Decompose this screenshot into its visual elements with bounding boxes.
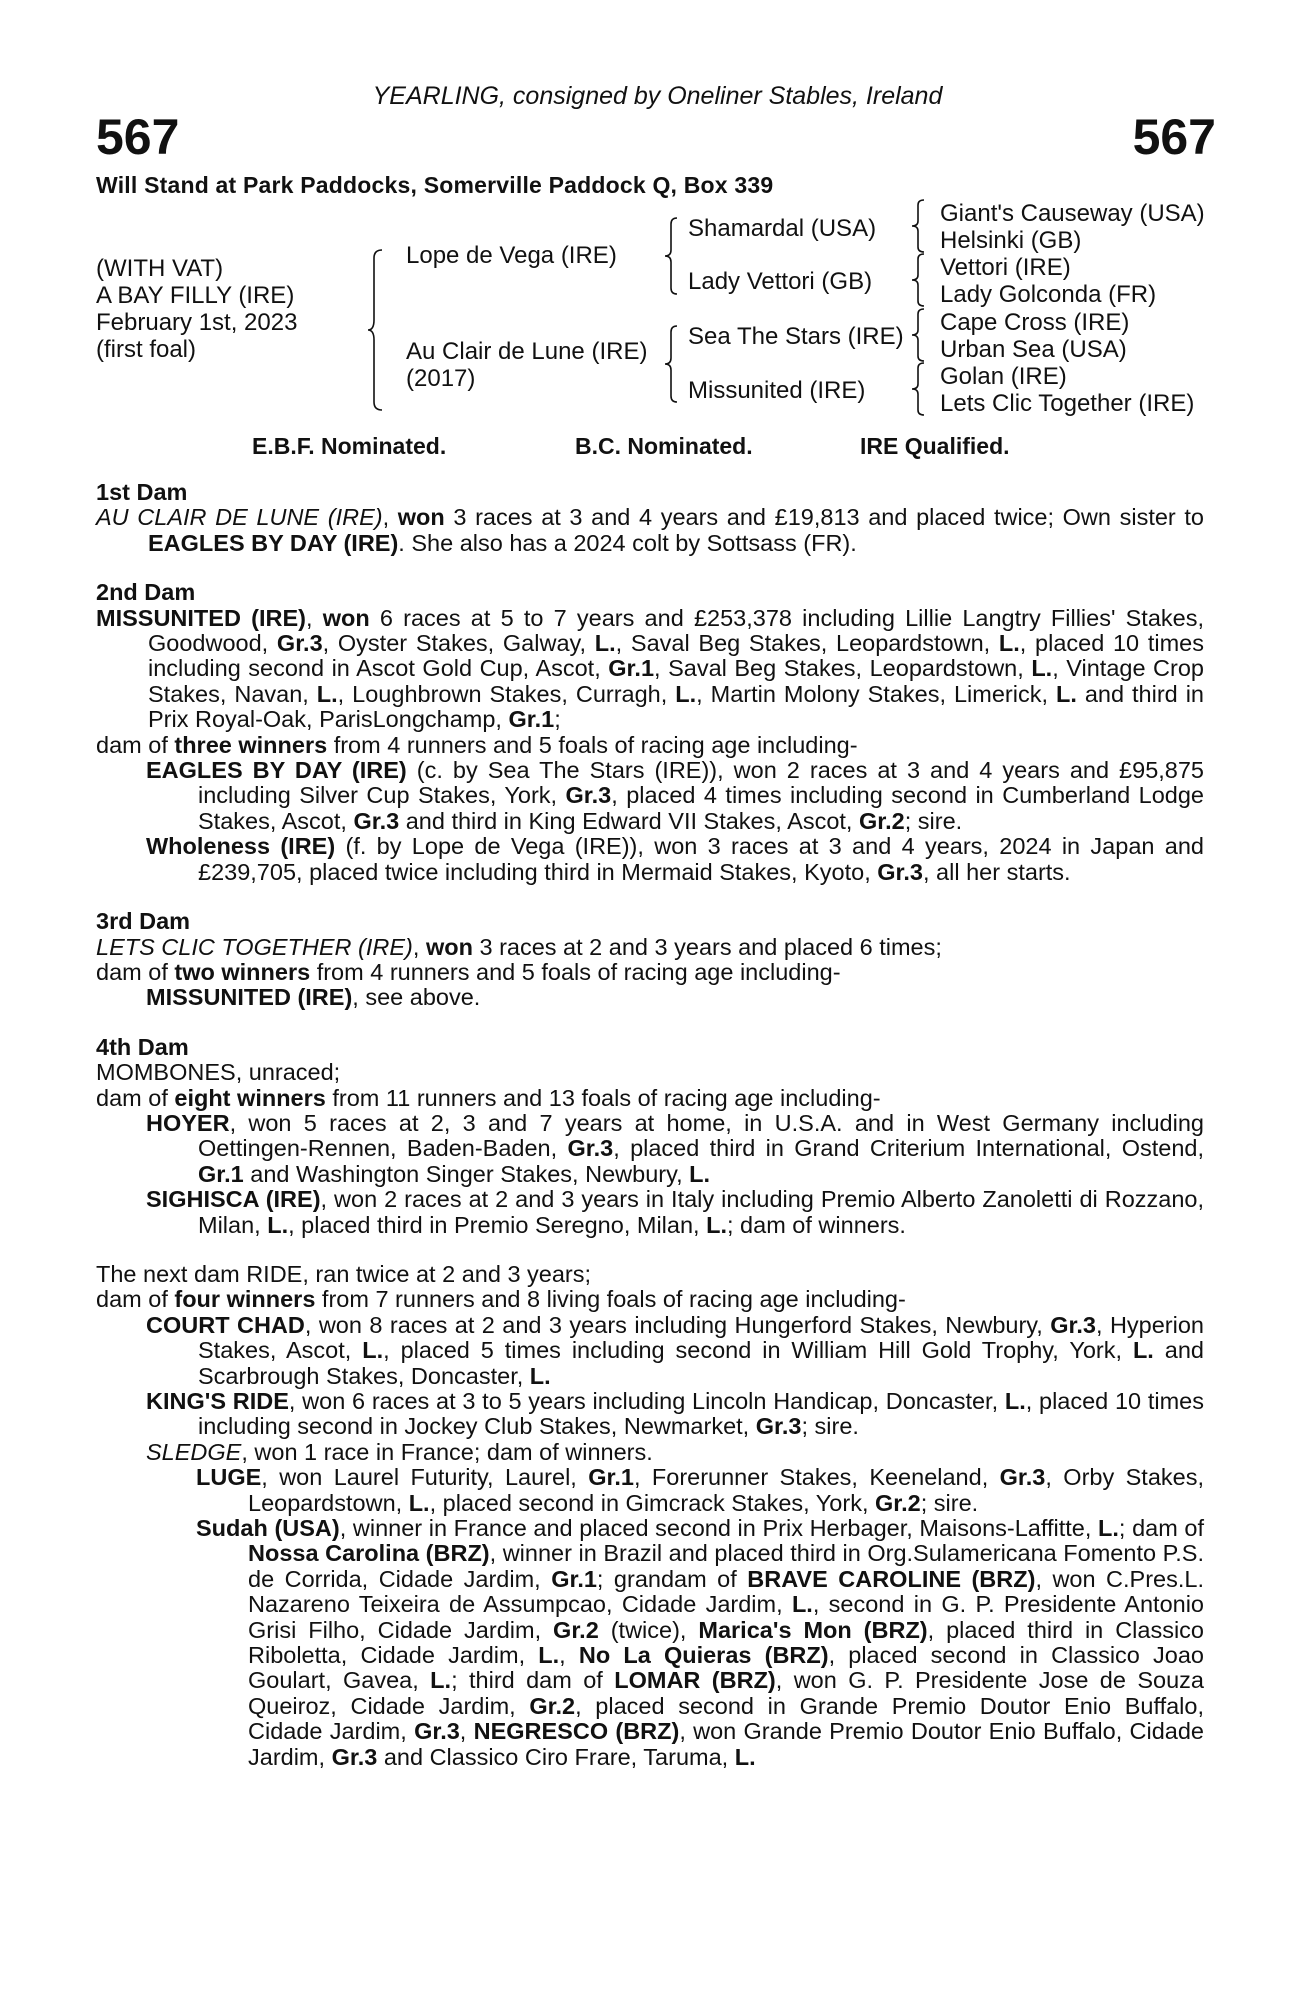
pedigree-g1: Giant's Causeway (USA) xyxy=(940,200,1205,227)
produce-kings-ride: KING'S RIDE, won 6 races at 3 to 5 years including Lincoln Handicap, Doncaster, L., placed 10 times including second in Jockey Club Stakes, Newmarket, Gr.3; sire. xyxy=(146,1388,1205,1440)
stand-location: Will Stand at Park Paddocks, Somerville Paddock Q, Box 339 xyxy=(96,172,774,198)
produce-wholeness: Wholeness (IRE) (f. by Lope de Vega (IRE)), won 3 races at 3 and 4 years, 2024 in Japan and £239,705, placed twice including third in Mermaid Stakes, Kyoto, Gr.3, all her starts. xyxy=(146,833,1204,885)
g-brace-4 xyxy=(912,363,932,415)
pedigree-g8: Lets Clic Together (IRE) xyxy=(940,390,1195,417)
lot-number-left: 567 xyxy=(96,109,180,165)
pedigree-sire-sire: Shamardal (USA) xyxy=(688,215,877,242)
pedigree-g3: Vettori (IRE) xyxy=(940,254,1071,281)
dam-brace xyxy=(665,326,685,402)
next-dam-entry: The next dam RIDE, ran twice at 2 and 3 years; xyxy=(96,1260,592,1287)
produce-missunited: MISSUNITED (IRE), see above. xyxy=(146,984,481,1011)
second-dam-produce-line: dam of three winners from 4 runners and 5 foals of racing age including- xyxy=(96,731,858,758)
nomination-bc: B.C. Nominated. xyxy=(575,433,753,459)
nomination-ire: IRE Qualified. xyxy=(860,433,1010,459)
pedigree-g6: Urban Sea (USA) xyxy=(940,336,1127,363)
fourth-dam-heading: 4th Dam xyxy=(96,1033,189,1060)
pedigree-g5: Cape Cross (IRE) xyxy=(940,309,1130,336)
third-dam-entry: LETS CLIC TOGETHER (IRE), won 3 races at 2 and 3 years and placed 6 times; xyxy=(96,933,942,960)
subject-name: A BAY FILLY (IRE) xyxy=(96,282,295,309)
produce-sledge: SLEDGE, won 1 race in France; dam of winners. xyxy=(146,1438,653,1465)
catalogue-body xyxy=(96,480,1204,1770)
g-brace-2 xyxy=(912,254,932,306)
fourth-dam-produce-line: dam of eight winners from 11 runners and 13 foals of racing age including- xyxy=(96,1084,881,1111)
nomination-ebf: E.B.F. Nominated. xyxy=(252,433,447,459)
produce-court-chad: COURT CHAD, won 8 races at 2 and 3 years including Hungerford Stakes, Newbury, Gr.3, Hyperion Stakes, Ascot, L., placed 5 times including second in William Hill Gold Trophy, York, L. and Scarbrough Stakes, Doncaster, L. xyxy=(146,1311,1204,1389)
sire-brace xyxy=(665,218,685,294)
second-dam-heading: 2nd Dam xyxy=(96,579,196,606)
first-dam-heading: 1st Dam xyxy=(96,479,188,505)
pedigree-sire: Lope de Vega (IRE) xyxy=(406,242,617,269)
pedigree-dam-year: (2017) xyxy=(406,365,476,392)
produce-eagles-by-day: EAGLES BY DAY (IRE) (c. by Sea The Stars (IRE)), won 2 races at 3 and 4 years and £95,875 including Silver Cup Stakes, York, Gr.3, placed 4 times including second in Cumberland Lodge Stakes, Ascot, Gr.3 and third in King Edward VII Stakes, Ascot, Gr.2; sire. xyxy=(146,757,1205,834)
consignment-line: YEARLING, consigned by Oneliner Stables, Ireland xyxy=(372,82,943,110)
produce-luge: LUGE, won Laurel Futurity, Laurel, Gr.1, Forerunner Stakes, Keeneland, Gr.3, Orby Stakes, Leopardstown, L., placed second in Gimcrack Stakes, York, Gr.2; sire. xyxy=(196,1464,1204,1516)
pedigree-g2: Helsinki (GB) xyxy=(940,227,1082,254)
next-dam-produce-line: dam of four winners from 7 runners and 8 living foals of racing age including- xyxy=(96,1286,906,1313)
produce-sudah: Sudah (USA), winner in France and placed second in Prix Herbager, Maisons-Laffitte, L.; dam of Nossa Carolina (BRZ), winner in Brazil and placed third in Org.Sulamericana Fomento P.S. de Corrida, Cidade Jardim, Gr.1; grandam of BRAVE CAROLINE (BRZ), won C.Pres.L. Nazareno Teixeira de Assumpcao, Cidade Jardim, L., second in G. P. Presidente Antonio Grisi Filho, Cidade Jardim, Gr.2 (twice), Marica's Mon (BRZ), placed third in Classico Riboletta, Cidade Jardim, L., No La Quieras (BRZ), placed second in Classico Joao Goulart, Gavea, L.; third dam of LOMAR (BRZ), won G. P. Presidente Jose de Souza Queiroz, Cidade Jardim, Gr.2, placed second in Grande Premio Doutor Enio Buffalo, Cidade Jardim, Gr.3, NEGRESCO (BRZ), won Grande Premio Doutor Enio Buffalo, Cidade Jardim, Gr.3 and Classico Ciro Frare, Taruma, L. xyxy=(196,1515,1205,1770)
pedigree-dam: Au Clair de Lune (IRE) xyxy=(406,338,648,365)
g-brace-1 xyxy=(912,200,932,252)
third-dam-heading: 3rd Dam xyxy=(96,908,191,935)
produce-hoyer: HOYER, won 5 races at 2, 3 and 7 years at home, in U.S.A. and in West Germany including Oettingen-Rennen, Baden-Baden, Gr.3, placed third in Grand Criterium International, Ostend, Gr.1 and Washington Singer Stakes, Newbury, L. xyxy=(146,1109,1204,1187)
vat-note: (WITH VAT) xyxy=(96,255,224,282)
fourth-dam-entry: MOMBONES, unraced; xyxy=(96,1059,341,1086)
foaled-date: February 1st, 2023 xyxy=(96,309,298,336)
foal-note: (first foal) xyxy=(96,336,197,363)
pedigree-g4: Lady Golconda (FR) xyxy=(940,281,1157,308)
g-brace-3 xyxy=(912,309,932,361)
first-dam-name: AU CLAIR DE LUNE (IRE) xyxy=(96,504,383,531)
pedigree-dam-sire: Sea The Stars (IRE) xyxy=(688,323,904,350)
lot-number-right: 567 xyxy=(1132,109,1216,165)
subject-brace xyxy=(368,250,392,410)
first-dam-sibling: EAGLES BY DAY (IRE) xyxy=(148,529,399,556)
pedigree-dam-dam: Missunited (IRE) xyxy=(688,377,866,404)
produce-sighisca: SIGHISCA (IRE), won 2 races at 2 and 3 years in Italy including Premio Alberto Zanoletti di Rozzano, Milan, L., placed third in Premio Seregno, Milan, L.; dam of winners. xyxy=(146,1186,1205,1238)
third-dam-produce-line: dam of two winners from 4 runners and 5 foals of racing age including- xyxy=(96,958,841,985)
second-dam-entry: MISSUNITED (IRE), won 6 races at 5 to 7 years and £253,378 including Lillie Langtry Fillies' Stakes, Goodwood, Gr.3, Oyster Stakes, Galway, L., Saval Beg Stakes, Leopardstown, L., placed 10 times including second in Ascot Gold Cup, Ascot, Gr.1, Saval Beg Stakes, Leopardstown, L., Vintage Crop Stakes, Navan, L., Loughbrown Stakes, Curragh, L., Martin Molony Stakes, Limerick, L. and third in Prix Royal-Oak, ParisLongchamp, Gr.1; xyxy=(96,604,1205,733)
second-dam-name: MISSUNITED (IRE) xyxy=(96,604,306,631)
pedigree-g7: Golan (IRE) xyxy=(940,363,1067,390)
first-dam-entry: AU CLAIR DE LUNE (IRE), won 3 races at 3 and 4 years and £19,813 and placed twice; Own sister to EAGLES BY DAY (IRE). She also has a 2024 colt by Sottsass (FR). xyxy=(96,504,1204,556)
pedigree-sire-dam: Lady Vettori (GB) xyxy=(688,268,873,295)
